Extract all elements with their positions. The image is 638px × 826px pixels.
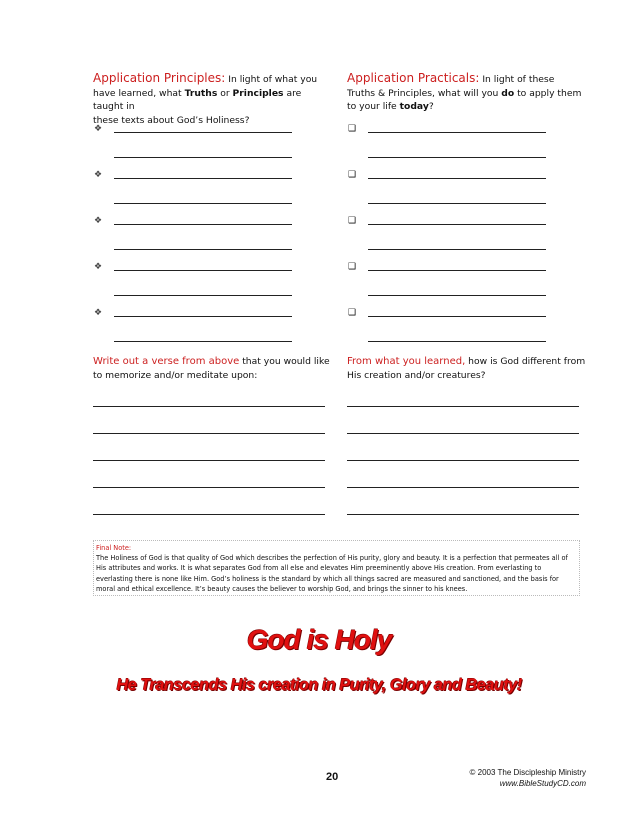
- application-practicals-line2a: Truths & Principles, what will you: [347, 87, 502, 99]
- answer-line[interactable]: [114, 270, 292, 271]
- copyright-text: © 2003 The Discipleship Ministry: [469, 768, 586, 777]
- page-number: 20: [326, 771, 339, 783]
- answer-line[interactable]: [93, 514, 325, 515]
- application-principles-line2b: are taught in: [93, 87, 302, 112]
- verse-prompt-line2: to memorize and/or meditate upon:: [93, 369, 258, 381]
- answer-line[interactable]: [114, 203, 292, 204]
- answer-line[interactable]: [368, 203, 546, 204]
- final-note-box: [93, 540, 580, 596]
- website-link[interactable]: www.BibleStudyCD.com: [499, 779, 586, 788]
- checkbox-bullet-icon: ❑: [348, 216, 357, 226]
- application-practicals-intro: In light of these: [482, 74, 555, 85]
- answer-line[interactable]: [114, 132, 292, 133]
- answer-line[interactable]: [114, 224, 292, 225]
- answer-line[interactable]: [114, 249, 292, 250]
- verse-prompt-red: Write out a verse from above: [93, 356, 240, 367]
- answer-line[interactable]: [347, 514, 579, 515]
- answer-line[interactable]: [114, 178, 292, 179]
- different-prompt-line2: His creation and/or creatures?: [347, 369, 486, 381]
- answer-line[interactable]: [368, 178, 546, 179]
- answer-line[interactable]: [368, 132, 546, 133]
- copyright-block: [470, 767, 586, 789]
- today-word: today: [399, 101, 429, 112]
- page-subtitle: He Transcends His creation in Purity, Glory and Beauty!: [116, 676, 522, 694]
- answer-line[interactable]: [347, 433, 579, 434]
- application-principles-title: Application Principles:: [93, 71, 226, 85]
- answer-line[interactable]: [368, 341, 546, 342]
- answer-line[interactable]: [368, 270, 546, 271]
- verse-prompt-rest: that you would like: [239, 356, 330, 367]
- answer-line[interactable]: [347, 460, 579, 461]
- answer-line[interactable]: [368, 157, 546, 158]
- diamond-bullet-icon: ❖: [94, 308, 103, 318]
- answer-line[interactable]: [93, 460, 325, 461]
- final-note-label: Final Note:: [96, 544, 132, 552]
- answer-line[interactable]: [114, 157, 292, 158]
- application-principles-heading: [93, 72, 333, 127]
- application-principles-line3: these texts about God’s Holiness?: [93, 114, 250, 126]
- answer-line[interactable]: [368, 295, 546, 296]
- checkbox-bullet-icon: ❑: [348, 124, 357, 134]
- checkbox-bullet-icon: ❑: [348, 262, 357, 272]
- answer-line[interactable]: [114, 341, 292, 342]
- final-note-text: The Holiness of God is that quality of God which describes the perfection of His purity, glory and beauty. It is a perfection that permeates all of His attributes and works. It is what separates God from all else and elevates Him preeminently above His creation. From everlasting to everlasting there is none like Him. God’s holiness is the standard by which all things sacred are measured and sanctioned, and the basis for moral and ethical excellence. It’s beauty causes the believer to worship God, and brings the sinner to his knees.: [96, 554, 568, 593]
- different-prompt-rest: how is God different from: [465, 356, 586, 367]
- or-word: or: [217, 87, 233, 99]
- answer-line[interactable]: [368, 316, 546, 317]
- application-principles-line2a: have learned, what: [93, 87, 185, 99]
- application-practicals-line3a: to your life: [347, 101, 400, 112]
- checkbox-bullet-icon: ❑: [348, 170, 357, 180]
- application-practicals-title: Application Practicals:: [347, 71, 480, 85]
- answer-line[interactable]: [347, 406, 579, 407]
- different-prompt-red: From what you learned,: [347, 356, 466, 367]
- application-practicals-line3b: ?: [428, 101, 434, 112]
- truths-word: Truths: [184, 87, 218, 99]
- diamond-bullet-icon: ❖: [94, 216, 103, 226]
- application-practicals-heading: [347, 72, 587, 114]
- principles-word: Principles: [232, 87, 284, 99]
- diamond-bullet-icon: ❖: [94, 124, 103, 134]
- answer-line[interactable]: [93, 433, 325, 434]
- answer-line[interactable]: [347, 487, 579, 488]
- different-prompt: [347, 355, 587, 382]
- diamond-bullet-icon: ❖: [94, 170, 103, 180]
- application-principles-intro: In light of what you: [228, 74, 318, 85]
- page-title: God is Holy: [246, 624, 392, 655]
- diamond-bullet-icon: ❖: [94, 262, 103, 272]
- answer-line[interactable]: [93, 487, 325, 488]
- answer-line[interactable]: [368, 224, 546, 225]
- verse-prompt: [93, 355, 333, 382]
- answer-line[interactable]: [114, 295, 292, 296]
- application-practicals-line2b: to apply them: [514, 87, 582, 99]
- answer-line[interactable]: [114, 316, 292, 317]
- checkbox-bullet-icon: ❑: [348, 308, 357, 318]
- answer-line[interactable]: [93, 406, 325, 407]
- do-word: do: [501, 87, 515, 99]
- answer-line[interactable]: [368, 249, 546, 250]
